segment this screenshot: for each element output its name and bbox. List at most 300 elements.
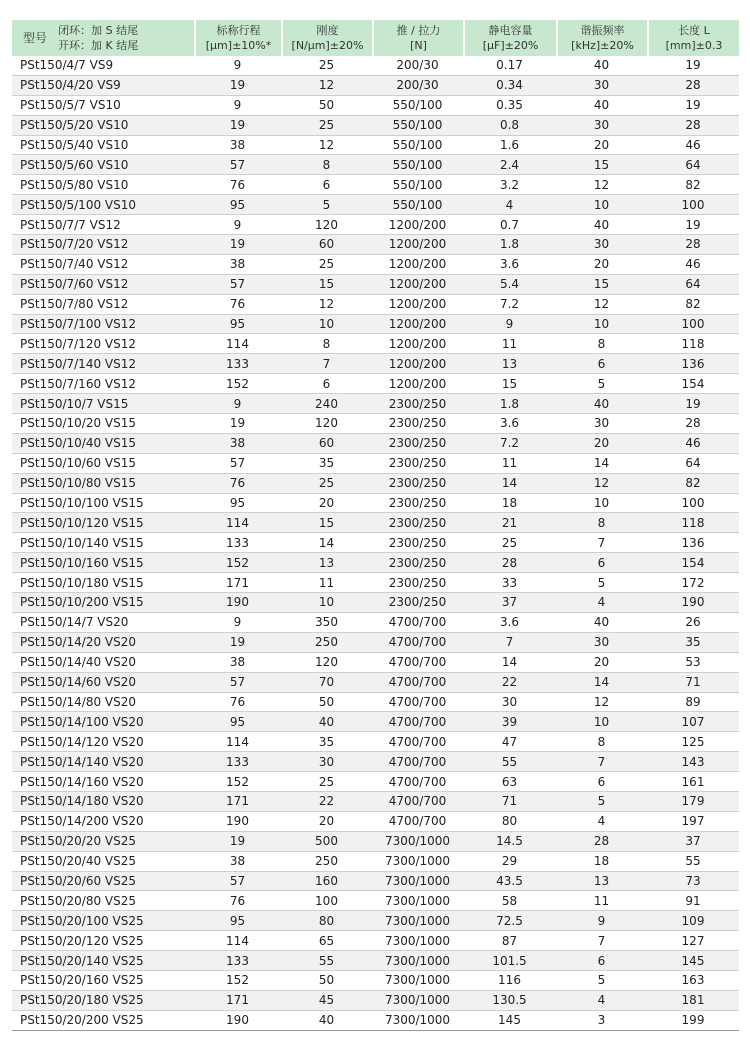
header-capacitance-title: 静电容量: [488, 24, 533, 37]
cell-force: 2300/250: [372, 474, 463, 494]
cell-length: 154: [647, 374, 739, 394]
cell-model: PSt150/20/80 VS25: [12, 891, 194, 911]
cell-force: 200/30: [372, 76, 463, 96]
header-length-unit: [mm]±0.3: [665, 39, 723, 52]
cell-model: PSt150/5/40 VS10: [12, 136, 194, 156]
cell-stroke: 38: [194, 852, 281, 872]
cell-resonance: 8: [556, 732, 647, 752]
cell-capacitance: 33: [463, 573, 556, 593]
cell-length: 64: [647, 155, 739, 175]
table-row: [12, 633, 739, 653]
cell-force: 7300/1000: [372, 971, 463, 991]
cell-length: 154: [647, 553, 739, 573]
cell-model: PSt150/5/20 VS10: [12, 116, 194, 136]
cell-length: 118: [647, 513, 739, 533]
cell-stroke: 76: [194, 295, 281, 315]
cell-force: 550/100: [372, 195, 463, 215]
cell-stiffness: 35: [281, 454, 372, 474]
cell-resonance: 28: [556, 832, 647, 852]
cell-resonance: 4: [556, 593, 647, 613]
cell-stiffness: 350: [281, 613, 372, 633]
cell-stroke: 19: [194, 633, 281, 653]
cell-resonance: 30: [556, 76, 647, 96]
cell-stroke: 190: [194, 812, 281, 832]
table-row: [12, 852, 739, 872]
cell-stroke: 19: [194, 76, 281, 96]
cell-capacitance: 80: [463, 812, 556, 832]
cell-resonance: 6: [556, 951, 647, 971]
cell-model: PSt150/10/40 VS15: [12, 434, 194, 454]
cell-capacitance: 101.5: [463, 951, 556, 971]
cell-length: 91: [647, 891, 739, 911]
cell-length: 125: [647, 732, 739, 752]
table-row: [12, 374, 739, 394]
header-stroke-title: 标称行程: [216, 24, 261, 37]
cell-stiffness: 55: [281, 951, 372, 971]
cell-stroke: 9: [194, 613, 281, 633]
table-row: [12, 334, 739, 354]
cell-stiffness: 13: [281, 553, 372, 573]
cell-model: PSt150/14/140 VS20: [12, 752, 194, 772]
cell-resonance: 6: [556, 354, 647, 374]
cell-resonance: 7: [556, 533, 647, 553]
table-row: [12, 872, 739, 892]
cell-resonance: 20: [556, 255, 647, 275]
cell-capacitance: 63: [463, 772, 556, 792]
cell-model: PSt150/7/80 VS12: [12, 295, 194, 315]
cell-length: 172: [647, 573, 739, 593]
cell-stroke: 152: [194, 553, 281, 573]
cell-model: PSt150/4/7 VS9: [12, 56, 194, 76]
cell-stroke: 57: [194, 454, 281, 474]
cell-model: PSt150/14/80 VS20: [12, 693, 194, 713]
table-row: [12, 354, 739, 374]
header-stiffness: [281, 20, 372, 56]
table-row: [12, 732, 739, 752]
cell-stiffness: 12: [281, 76, 372, 96]
cell-stiffness: 20: [281, 494, 372, 514]
cell-model: PSt150/20/200 VS25: [12, 1011, 194, 1031]
cell-capacitance: 4: [463, 195, 556, 215]
cell-force: 1200/200: [372, 295, 463, 315]
cell-force: 550/100: [372, 116, 463, 136]
cell-model: PSt150/14/20 VS20: [12, 633, 194, 653]
cell-resonance: 40: [556, 394, 647, 414]
cell-length: 145: [647, 951, 739, 971]
cell-force: 200/30: [372, 56, 463, 76]
table-row: [12, 792, 739, 812]
cell-model: PSt150/7/60 VS12: [12, 275, 194, 295]
cell-stiffness: 160: [281, 872, 372, 892]
cell-capacitance: 28: [463, 553, 556, 573]
cell-resonance: 6: [556, 772, 647, 792]
cell-stiffness: 30: [281, 752, 372, 772]
cell-length: 107: [647, 712, 739, 732]
cell-stiffness: 500: [281, 832, 372, 852]
header-capacitance: [463, 20, 556, 56]
cell-capacitance: 9: [463, 315, 556, 335]
cell-resonance: 5: [556, 374, 647, 394]
cell-length: 64: [647, 454, 739, 474]
cell-resonance: 9: [556, 911, 647, 931]
cell-resonance: 30: [556, 235, 647, 255]
spec-table-container: [12, 20, 739, 1031]
cell-resonance: 12: [556, 693, 647, 713]
cell-stroke: 133: [194, 533, 281, 553]
header-length: [647, 20, 739, 56]
cell-stroke: 76: [194, 891, 281, 911]
cell-capacitance: 21: [463, 513, 556, 533]
cell-force: 4700/700: [372, 772, 463, 792]
cell-force: 1200/200: [372, 235, 463, 255]
cell-capacitance: 37: [463, 593, 556, 613]
cell-stroke: 9: [194, 56, 281, 76]
cell-length: 19: [647, 96, 739, 116]
cell-stroke: 9: [194, 215, 281, 235]
header-force-title: 推 / 拉力: [396, 24, 441, 37]
cell-length: 37: [647, 832, 739, 852]
cell-model: PSt150/20/100 VS25: [12, 911, 194, 931]
cell-force: 4700/700: [372, 752, 463, 772]
cell-length: 53: [647, 653, 739, 673]
table-row: [12, 235, 739, 255]
cell-model: PSt150/10/80 VS15: [12, 474, 194, 494]
cell-capacitance: 7: [463, 633, 556, 653]
cell-resonance: 13: [556, 872, 647, 892]
cell-force: 550/100: [372, 136, 463, 156]
cell-capacitance: 15: [463, 374, 556, 394]
table-row: [12, 812, 739, 832]
cell-stroke: 76: [194, 693, 281, 713]
cell-capacitance: 3.6: [463, 613, 556, 633]
cell-stiffness: 8: [281, 334, 372, 354]
cell-model: PSt150/10/60 VS15: [12, 454, 194, 474]
table-row: [12, 96, 739, 116]
table-row: [12, 136, 739, 156]
cell-resonance: 8: [556, 334, 647, 354]
table-row: [12, 951, 739, 971]
table-row: [12, 454, 739, 474]
cell-stiffness: 35: [281, 732, 372, 752]
cell-length: 35: [647, 633, 739, 653]
cell-model: PSt150/5/60 VS10: [12, 155, 194, 175]
cell-capacitance: 1.8: [463, 235, 556, 255]
cell-resonance: 30: [556, 414, 647, 434]
cell-stroke: 38: [194, 255, 281, 275]
cell-length: 82: [647, 295, 739, 315]
cell-stiffness: 120: [281, 215, 372, 235]
cell-stiffness: 10: [281, 593, 372, 613]
cell-capacitance: 7.2: [463, 295, 556, 315]
table-row: [12, 991, 739, 1011]
cell-model: PSt150/20/20 VS25: [12, 832, 194, 852]
cell-model: PSt150/20/120 VS25: [12, 931, 194, 951]
table-body: [12, 56, 739, 1031]
header-stiffness-title: 刚度: [316, 24, 339, 37]
cell-stroke: 19: [194, 414, 281, 434]
cell-resonance: 40: [556, 56, 647, 76]
cell-length: 89: [647, 693, 739, 713]
cell-capacitance: 0.35: [463, 96, 556, 116]
cell-force: 4700/700: [372, 712, 463, 732]
cell-stroke: 9: [194, 394, 281, 414]
cell-model: PSt150/10/100 VS15: [12, 494, 194, 514]
cell-stiffness: 6: [281, 374, 372, 394]
cell-stroke: 38: [194, 653, 281, 673]
cell-force: 1200/200: [372, 255, 463, 275]
cell-stroke: 171: [194, 573, 281, 593]
cell-stroke: 171: [194, 991, 281, 1011]
cell-stiffness: 8: [281, 155, 372, 175]
cell-capacitance: 87: [463, 931, 556, 951]
cell-capacitance: 43.5: [463, 872, 556, 892]
table-row: [12, 593, 739, 613]
cell-stroke: 57: [194, 275, 281, 295]
cell-stiffness: 25: [281, 474, 372, 494]
header-stroke: [194, 20, 281, 56]
cell-resonance: 15: [556, 155, 647, 175]
table-row: [12, 911, 739, 931]
cell-force: 4700/700: [372, 673, 463, 693]
cell-resonance: 4: [556, 991, 647, 1011]
cell-stroke: 19: [194, 235, 281, 255]
cell-stroke: 133: [194, 752, 281, 772]
cell-length: 55: [647, 852, 739, 872]
cell-force: 1200/200: [372, 354, 463, 374]
cell-length: 82: [647, 474, 739, 494]
cell-capacitance: 13: [463, 354, 556, 374]
cell-force: 1200/200: [372, 374, 463, 394]
cell-stroke: 133: [194, 354, 281, 374]
cell-force: 4700/700: [372, 693, 463, 713]
cell-stroke: 95: [194, 494, 281, 514]
cell-force: 2300/250: [372, 513, 463, 533]
cell-capacitance: 130.5: [463, 991, 556, 1011]
cell-resonance: 18: [556, 852, 647, 872]
cell-stiffness: 22: [281, 792, 372, 812]
header-model: [12, 20, 194, 56]
cell-length: 100: [647, 315, 739, 335]
cell-stroke: 19: [194, 832, 281, 852]
cell-stiffness: 15: [281, 275, 372, 295]
cell-resonance: 6: [556, 553, 647, 573]
table-row: [12, 752, 739, 772]
cell-capacitance: 0.17: [463, 56, 556, 76]
cell-capacitance: 3.2: [463, 175, 556, 195]
cell-capacitance: 71: [463, 792, 556, 812]
cell-stiffness: 50: [281, 693, 372, 713]
cell-length: 109: [647, 911, 739, 931]
cell-capacitance: 0.34: [463, 76, 556, 96]
cell-capacitance: 14: [463, 474, 556, 494]
cell-length: 46: [647, 434, 739, 454]
table-header: [12, 20, 739, 56]
cell-resonance: 40: [556, 613, 647, 633]
header-model-label: 型号: [22, 30, 47, 45]
cell-force: 4700/700: [372, 732, 463, 752]
cell-length: 136: [647, 354, 739, 374]
cell-capacitance: 58: [463, 891, 556, 911]
cell-resonance: 11: [556, 891, 647, 911]
cell-capacitance: 1.6: [463, 136, 556, 156]
cell-stiffness: 50: [281, 96, 372, 116]
cell-model: PSt150/14/160 VS20: [12, 772, 194, 792]
cell-length: 100: [647, 494, 739, 514]
cell-length: 28: [647, 414, 739, 434]
cell-model: PSt150/20/160 VS25: [12, 971, 194, 991]
cell-stroke: 114: [194, 732, 281, 752]
cell-stiffness: 250: [281, 633, 372, 653]
cell-stiffness: 12: [281, 295, 372, 315]
cell-stiffness: 250: [281, 852, 372, 872]
cell-stiffness: 25: [281, 56, 372, 76]
cell-stiffness: 25: [281, 116, 372, 136]
cell-stroke: 190: [194, 1011, 281, 1031]
header-row: [12, 20, 739, 56]
cell-force: 2300/250: [372, 494, 463, 514]
cell-capacitance: 11: [463, 454, 556, 474]
cell-stroke: 152: [194, 971, 281, 991]
table-row: [12, 712, 739, 732]
header-stroke-unit: [μm]±10%*: [205, 39, 272, 52]
cell-length: 82: [647, 175, 739, 195]
cell-stiffness: 50: [281, 971, 372, 991]
cell-resonance: 12: [556, 295, 647, 315]
cell-force: 7300/1000: [372, 832, 463, 852]
cell-resonance: 7: [556, 931, 647, 951]
cell-length: 28: [647, 235, 739, 255]
cell-resonance: 5: [556, 792, 647, 812]
cell-model: PSt150/7/160 VS12: [12, 374, 194, 394]
header-resonance: [556, 20, 647, 56]
cell-stiffness: 120: [281, 414, 372, 434]
cell-resonance: 20: [556, 653, 647, 673]
cell-capacitance: 3.6: [463, 414, 556, 434]
table-row: [12, 971, 739, 991]
table-row: [12, 653, 739, 673]
spec-table: [12, 20, 739, 1031]
cell-force: 2300/250: [372, 414, 463, 434]
cell-resonance: 10: [556, 195, 647, 215]
header-force-unit: [N]: [410, 39, 427, 52]
table-row: [12, 693, 739, 713]
cell-resonance: 14: [556, 673, 647, 693]
cell-stroke: 9: [194, 96, 281, 116]
cell-model: PSt150/7/7 VS12: [12, 215, 194, 235]
table-row: [12, 394, 739, 414]
cell-stiffness: 70: [281, 673, 372, 693]
table-row: [12, 573, 739, 593]
cell-capacitance: 14.5: [463, 832, 556, 852]
cell-stiffness: 14: [281, 533, 372, 553]
cell-stiffness: 240: [281, 394, 372, 414]
cell-stroke: 38: [194, 136, 281, 156]
cell-model: PSt150/14/100 VS20: [12, 712, 194, 732]
table-row: [12, 195, 739, 215]
cell-stiffness: 25: [281, 772, 372, 792]
cell-length: 181: [647, 991, 739, 1011]
header-resonance-title: 谐振频率: [580, 24, 625, 37]
cell-force: 7300/1000: [372, 852, 463, 872]
cell-model: PSt150/20/40 VS25: [12, 852, 194, 872]
cell-resonance: 4: [556, 812, 647, 832]
cell-model: PSt150/7/20 VS12: [12, 235, 194, 255]
table-row: [12, 255, 739, 275]
cell-resonance: 40: [556, 215, 647, 235]
cell-force: 4700/700: [372, 653, 463, 673]
cell-length: 199: [647, 1011, 739, 1031]
cell-stiffness: 40: [281, 712, 372, 732]
table-row: [12, 155, 739, 175]
cell-stroke: 95: [194, 712, 281, 732]
cell-stiffness: 40: [281, 1011, 372, 1031]
cell-resonance: 5: [556, 971, 647, 991]
cell-model: PSt150/14/60 VS20: [12, 673, 194, 693]
cell-length: 190: [647, 593, 739, 613]
cell-stiffness: 20: [281, 812, 372, 832]
cell-capacitance: 7.2: [463, 434, 556, 454]
cell-resonance: 12: [556, 175, 647, 195]
cell-stroke: 57: [194, 155, 281, 175]
cell-capacitance: 72.5: [463, 911, 556, 931]
cell-length: 136: [647, 533, 739, 553]
cell-capacitance: 30: [463, 693, 556, 713]
cell-capacitance: 0.8: [463, 116, 556, 136]
table-row: [12, 474, 739, 494]
cell-force: 1200/200: [372, 275, 463, 295]
cell-model: PSt150/5/80 VS10: [12, 175, 194, 195]
table-row: [12, 295, 739, 315]
cell-resonance: 20: [556, 136, 647, 156]
cell-force: 2300/250: [372, 553, 463, 573]
cell-force: 7300/1000: [372, 891, 463, 911]
cell-model: PSt150/10/20 VS15: [12, 414, 194, 434]
table-row: [12, 56, 739, 76]
cell-resonance: 10: [556, 712, 647, 732]
cell-stiffness: 120: [281, 653, 372, 673]
cell-model: PSt150/4/20 VS9: [12, 76, 194, 96]
cell-stroke: 133: [194, 951, 281, 971]
cell-force: 2300/250: [372, 454, 463, 474]
cell-length: 197: [647, 812, 739, 832]
cell-length: 28: [647, 116, 739, 136]
cell-resonance: 8: [556, 513, 647, 533]
cell-model: PSt150/14/180 VS20: [12, 792, 194, 812]
cell-capacitance: 14: [463, 653, 556, 673]
cell-force: 4700/700: [372, 792, 463, 812]
table-row: [12, 414, 739, 434]
cell-resonance: 30: [556, 116, 647, 136]
cell-stiffness: 60: [281, 434, 372, 454]
cell-capacitance: 2.4: [463, 155, 556, 175]
cell-length: 179: [647, 792, 739, 812]
cell-force: 550/100: [372, 155, 463, 175]
cell-model: PSt150/20/180 VS25: [12, 991, 194, 1011]
cell-capacitance: 22: [463, 673, 556, 693]
header-stiffness-unit: [N/μm]±20%: [291, 39, 364, 52]
cell-stroke: 95: [194, 911, 281, 931]
cell-force: 2300/250: [372, 394, 463, 414]
cell-stroke: 114: [194, 931, 281, 951]
cell-stiffness: 45: [281, 991, 372, 1011]
cell-length: 46: [647, 136, 739, 156]
header-closed-loop-note: 闭环：加 S 结尾: [58, 24, 139, 37]
table-row: [12, 931, 739, 951]
cell-stroke: 152: [194, 374, 281, 394]
cell-length: 73: [647, 872, 739, 892]
cell-model: PSt150/14/200 VS20: [12, 812, 194, 832]
cell-model: PSt150/10/120 VS15: [12, 513, 194, 533]
